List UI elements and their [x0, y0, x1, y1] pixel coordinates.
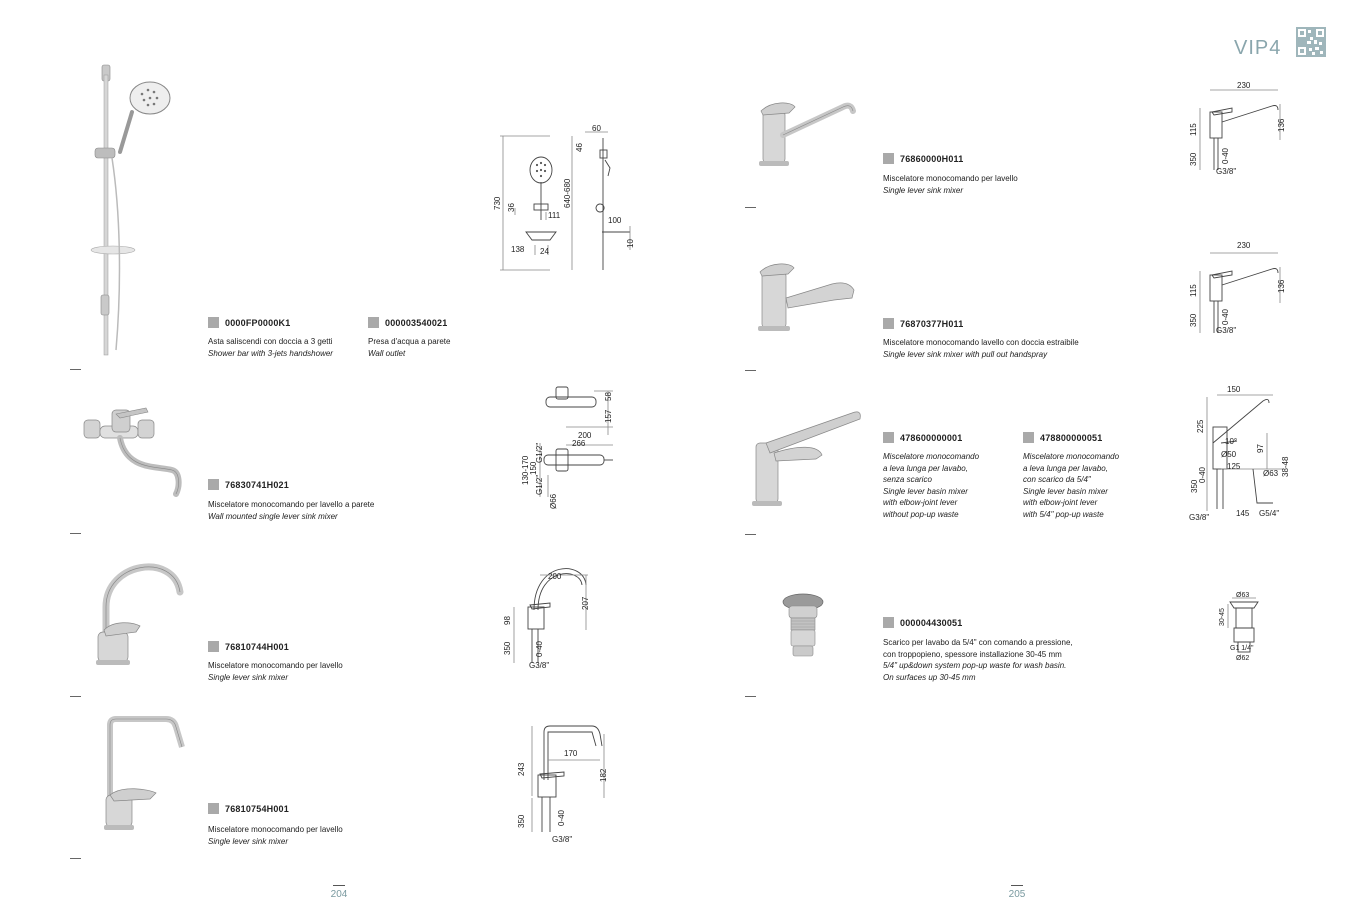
svg-text:97: 97	[1256, 444, 1265, 453]
square-sink-mixer-image	[90, 713, 190, 838]
svg-text:125: 125	[1227, 462, 1241, 471]
svg-text:0-40: 0-40	[557, 809, 566, 826]
pull-out-sink-mixer-image	[748, 258, 868, 343]
separator	[70, 369, 81, 370]
svg-text:111: 111	[548, 211, 561, 220]
svg-text:100: 100	[608, 216, 622, 225]
product-description: Miscelatore monocomando per lavello a parete Wall mounted single lever sink mixer	[208, 500, 375, 521]
svg-text:10°: 10°	[1225, 437, 1238, 446]
svg-text:G1 1/4": G1 1/4"	[1230, 645, 1254, 652]
product-code: 76810754H001	[208, 803, 289, 814]
svg-text:230: 230	[1237, 241, 1251, 250]
svg-text:G1/2": G1/2"	[535, 474, 544, 495]
svg-text:138: 138	[511, 245, 525, 254]
product-description: Miscelatore monocomando per lavello Single lever sink mixer	[883, 174, 1018, 195]
product-description: Miscelatore monocomando a leva lunga per lavabo, con scarico da 5/4" Single lever basin mixer with elbow-joint lever with 5/4" pop-up waste	[1023, 452, 1120, 519]
product-description: Miscelatore monocomando a leva lunga per lavabo, senza scarico Single lever basin mixer with elbow-joint lever without pop-up waste	[883, 452, 980, 519]
svg-text:G5/4": G5/4"	[1259, 509, 1280, 518]
product-code: 000003540021	[368, 317, 447, 328]
pull-out-sink-technical-drawing	[1180, 241, 1295, 341]
product-code: 76860000H011	[883, 153, 963, 164]
svg-text:0-40: 0-40	[1221, 308, 1230, 325]
svg-text:Ø66: Ø66	[549, 493, 558, 509]
svg-text:136: 136	[1277, 118, 1286, 132]
svg-text:G3/8": G3/8"	[1216, 167, 1237, 176]
shower-technical-drawing	[490, 120, 640, 280]
svg-text:115: 115	[1189, 123, 1198, 136]
svg-text:640-680: 640-680	[563, 178, 572, 208]
svg-text:200: 200	[548, 572, 562, 581]
basin-mixer-technical-drawing	[1183, 383, 1293, 523]
svg-text:10: 10	[626, 239, 635, 248]
svg-text:36: 36	[507, 203, 516, 212]
svg-text:60: 60	[592, 124, 601, 133]
svg-text:0-40: 0-40	[1198, 466, 1207, 483]
svg-text:G3/8": G3/8"	[1189, 513, 1210, 522]
svg-text:266: 266	[572, 439, 586, 448]
elbow-lever-basin-mixer-image	[748, 395, 868, 510]
separator	[70, 696, 81, 697]
svg-text:230: 230	[1237, 81, 1251, 90]
page-number-left: 204	[324, 885, 354, 900]
wall-mixer-image	[76, 400, 196, 510]
qr-code-icon	[1296, 27, 1326, 57]
svg-text:98: 98	[503, 616, 512, 625]
product-code: 76830741H021	[208, 479, 289, 490]
shower-bar-image	[80, 60, 190, 360]
svg-text:G3/8": G3/8"	[1216, 326, 1237, 335]
svg-text:150: 150	[529, 461, 538, 475]
svg-text:Ø62: Ø62	[1236, 655, 1250, 662]
svg-text:350: 350	[1189, 313, 1198, 327]
svg-text:Ø50: Ø50	[1221, 450, 1237, 459]
product-code: 478800000051	[1023, 432, 1102, 443]
curved-sink-technical-drawing	[500, 555, 610, 675]
flat-sink-technical-drawing	[1180, 78, 1295, 178]
brand-title: VIP4	[1234, 37, 1282, 59]
product-description: Miscelatore monocomando per lavello Single lever sink mixer	[208, 661, 343, 682]
separator	[745, 207, 756, 208]
product-code: 478600000001	[883, 432, 962, 443]
product-description: Presa d'acqua a parete Wall outlet	[368, 337, 451, 358]
svg-text:G3/8": G3/8"	[552, 835, 573, 844]
svg-text:24: 24	[540, 247, 549, 256]
flat-sink-mixer-image	[745, 85, 865, 175]
wall-mixer-technical-drawing	[518, 385, 628, 515]
svg-text:G3/8": G3/8"	[529, 661, 550, 670]
product-description: Miscelatore monocomando lavello con doccia estraibile Single lever sink mixer with pull out handspray	[883, 338, 1079, 359]
svg-text:130-170: 130-170	[521, 455, 530, 485]
svg-text:30-45: 30-45	[1219, 608, 1226, 626]
product-code: 000004430051	[883, 617, 962, 628]
separator	[70, 858, 81, 859]
product-code: 0000FP0000K1	[208, 317, 290, 328]
pop-up-waste-technical-drawing	[1212, 590, 1262, 665]
svg-text:350: 350	[503, 641, 512, 655]
product-description: Asta saliscendi con doccia a 3 getti Shower bar with 3-jets handshower	[208, 337, 333, 358]
svg-text:46: 46	[575, 143, 584, 152]
svg-text:350: 350	[517, 814, 526, 828]
svg-text:225: 225	[1196, 419, 1205, 433]
svg-text:0-40: 0-40	[535, 640, 544, 657]
svg-text:G1/2": G1/2"	[535, 442, 544, 463]
curved-sink-mixer-image	[84, 552, 194, 672]
svg-text:200: 200	[578, 431, 592, 440]
svg-text:243: 243	[517, 762, 526, 776]
svg-text:170: 170	[564, 749, 578, 758]
svg-text:Ø63: Ø63	[1263, 469, 1279, 478]
svg-text:350: 350	[1190, 479, 1199, 493]
svg-text:Ø63: Ø63	[1236, 592, 1250, 599]
svg-text:157: 157	[604, 409, 613, 423]
svg-text:38-48: 38-48	[1281, 456, 1290, 477]
svg-text:182: 182	[599, 768, 608, 782]
product-description: Miscelatore monocomando per lavello Single lever sink mixer	[208, 825, 343, 846]
square-sink-technical-drawing	[508, 720, 618, 850]
svg-text:58: 58	[604, 392, 613, 401]
svg-text:350: 350	[1189, 152, 1198, 166]
svg-text:150: 150	[1227, 385, 1241, 394]
separator	[745, 696, 756, 697]
svg-text:115: 115	[1189, 284, 1198, 297]
svg-text:207: 207	[581, 596, 590, 610]
separator	[745, 370, 756, 371]
svg-text:145: 145	[1236, 509, 1250, 518]
pop-up-waste-image	[775, 590, 835, 665]
product-description: Scarico per lavabo da 5/4" con comando a pressione, con troppopieno, spessore installazione 30-45 mm 5/4" up&down system pop-up waste for wash basin. On surfaces up 30-45 mm	[883, 638, 1073, 682]
svg-text:0-40: 0-40	[1221, 147, 1230, 164]
page-number-right: 205	[1002, 885, 1032, 900]
separator	[70, 533, 81, 534]
product-code: 76870377H011	[883, 318, 963, 329]
product-code: 76810744H001	[208, 641, 289, 652]
svg-text:136: 136	[1277, 279, 1286, 293]
separator	[745, 534, 756, 535]
svg-text:730: 730	[493, 196, 502, 210]
